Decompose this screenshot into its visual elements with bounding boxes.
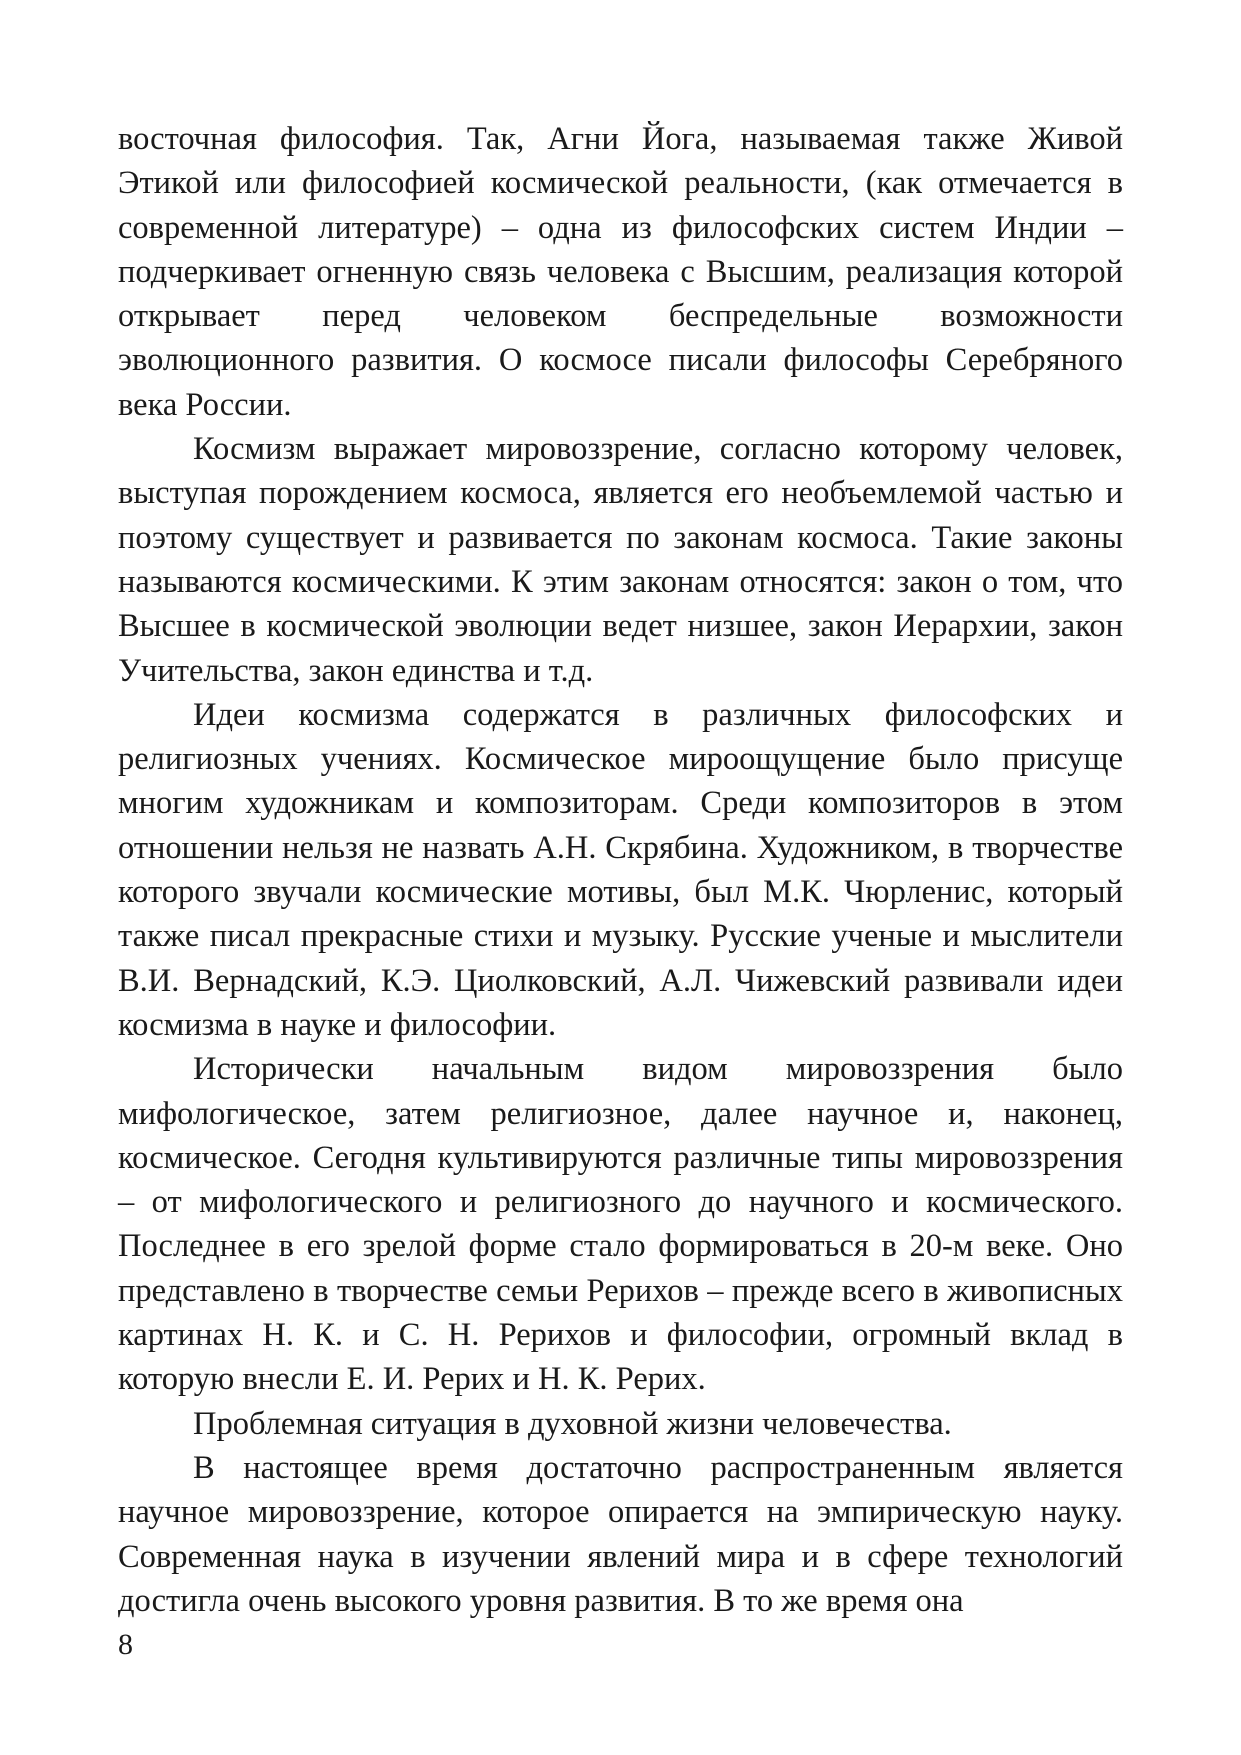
page-body	[118, 117, 1123, 1623]
paragraph-scientific-worldview: В настоящее время достаточно распространенным является научное мировоззрение, которое опирается на эмпирическую науку. Современная наука в изучении явлений мира и в сфере технологий достигла очень высокого уровня развития. В то же время она	[118, 1449, 1123, 1619]
paragraph-cosmism-ideas: Идеи космизма содержатся в различных философских и религиозных учениях. Космическое мироощущение было присуще многим художникам и композиторам. Среди композиторов в этом отношении нельзя не назвать А.Н. Скрябина. Художником, в творчестве которого звучали космические мотивы, был М.К. Чюрленис, который также писал прекрасные стихи и музыку. Русские ученые и мыслители В.И. Вернадский, К.Э. Циолковский, А.Л. Чижевский развивали идеи космизма в науке и философии.	[118, 696, 1123, 1043]
section-heading: Проблемная ситуация в духовной жизни человечества.	[193, 1405, 952, 1442]
paragraph-continued: восточная философия. Так, Агни Йога, называемая также Живой Этикой или философией космической реальности, (как отмечается в современной литературе) – одна из философских систем Индии – подчеркивает огненную связь человека с Высшим, реализация которой открывает перед человеком беспредельные возможности эволюционного развития. О космосе писали философы Серебряного века России.	[118, 121, 1123, 423]
paragraph-cosmism-definition: Космизм выражает мировоззрение, согласно которому человек, выступая порождением космоса, является его необъемлемой частью и поэтому существует и развивается по законам космоса. Такие законы называются космическими. К этим законам относятся: закон о том, что Высшее в космической эволюции ведет низшее, закон Иерархии, закон Учительства, закон единства и т.д.	[118, 431, 1123, 689]
page-number: 8	[118, 1628, 133, 1661]
paragraph-worldview-history: Исторически начальным видом мировоззрения было мифологическое, затем религиозное, далее научное и, наконец, космическое. Сегодня культивируются различные типы мировоззрения – от мифологического и религиозного до научного и космического. Последнее в его зрелой форме стало формироваться в 20-м веке. Оно представлено в творчестве семьи Рерихов – прежде всего в живописных картинах Н. К. и С. Н. Рерихов и философии, огромный вклад в которую внесли Е. И. Рерих и Н. К. Рерих.	[118, 1051, 1123, 1398]
